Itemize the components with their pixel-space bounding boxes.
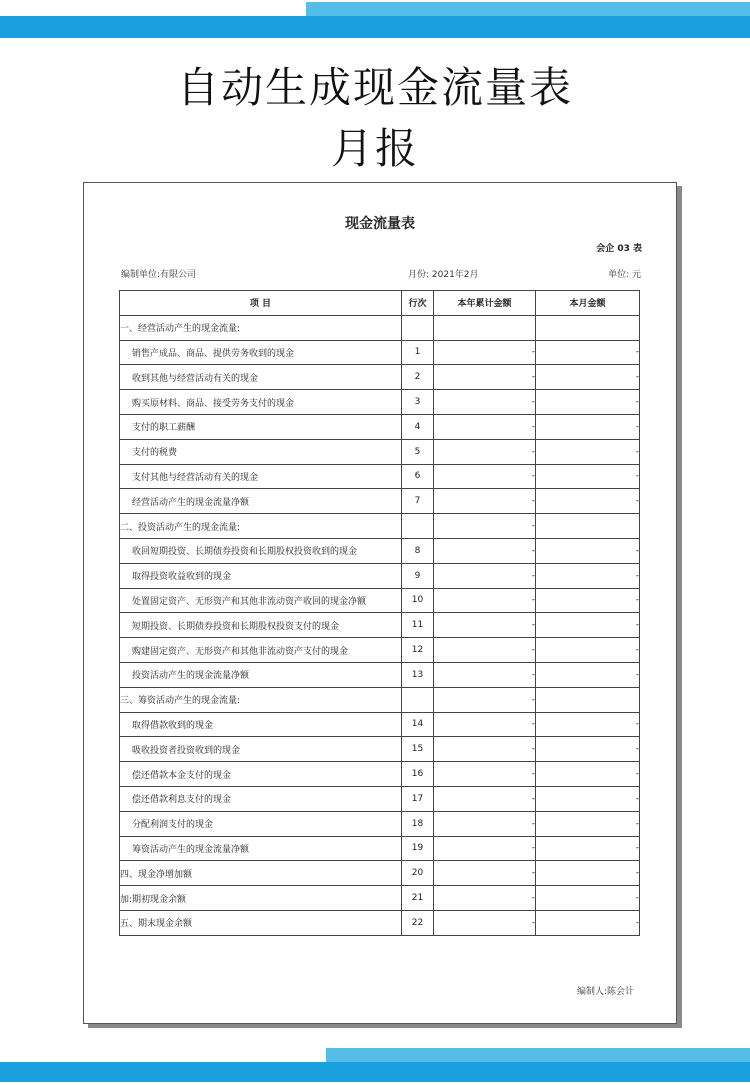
row-month-amount: - — [536, 737, 640, 762]
row-month-amount: - — [536, 638, 640, 663]
table-row — [120, 638, 640, 663]
row-item-label: 筹资活动产生的现金流量净额 — [120, 836, 402, 861]
row-month-amount: - — [536, 414, 640, 439]
table-header-row — [120, 291, 640, 316]
period-label: 月份: 2021年2月 — [408, 270, 479, 280]
row-ytd-amount: - — [434, 886, 536, 911]
hero-title: 自动生成现金流量表 — [176, 63, 573, 112]
row-line-no — [402, 514, 434, 539]
row-item-label: 收到其他与经营活动有关的现金 — [120, 365, 402, 390]
row-month-amount: - — [536, 365, 640, 390]
row-ytd-amount: - — [434, 514, 536, 539]
row-line-no: 4 — [402, 414, 434, 439]
table-row — [120, 861, 640, 886]
row-item-label: 加:期初现金余额 — [120, 886, 402, 911]
row-ytd-amount: - — [434, 489, 536, 514]
row-month-amount — [536, 687, 640, 712]
header-ytd-amount: 本年累计金额 — [434, 291, 536, 316]
row-ytd-amount: - — [434, 538, 536, 563]
row-line-no: 20 — [402, 861, 434, 886]
row-line-no: 12 — [402, 638, 434, 663]
table-row — [120, 563, 640, 588]
row-item-label: 二、投资活动产生的现金流量: — [120, 514, 402, 539]
row-line-no — [402, 687, 434, 712]
row-line-no: 3 — [402, 390, 434, 415]
row-item-label: 偿还借款本金支付的现金 — [120, 762, 402, 787]
table-row — [120, 613, 640, 638]
row-line-no: 15 — [402, 737, 434, 762]
row-line-no: 19 — [402, 836, 434, 861]
row-ytd-amount: - — [434, 662, 536, 687]
table-row — [120, 811, 640, 836]
row-item-label: 短期投资、长期债券投资和长期股权投资支付的现金 — [120, 613, 402, 638]
table-row — [120, 340, 640, 365]
row-item-label: 偿还借款利息支付的现金 — [120, 786, 402, 811]
row-line-no: 9 — [402, 563, 434, 588]
bottom-band — [0, 1062, 750, 1082]
row-ytd-amount: - — [434, 563, 536, 588]
row-item-label: 四、现金净增加额 — [120, 861, 402, 886]
row-month-amount — [536, 514, 640, 539]
row-month-amount: - — [536, 613, 640, 638]
row-item-label: 取得投资收益收到的现金 — [120, 563, 402, 588]
organization-label: 编制单位:有限公司 — [121, 270, 197, 280]
table-row — [120, 712, 640, 737]
row-ytd-amount — [434, 315, 536, 340]
table-row — [120, 662, 640, 687]
row-month-amount: - — [536, 464, 640, 489]
row-ytd-amount: - — [434, 712, 536, 737]
row-line-no: 18 — [402, 811, 434, 836]
row-line-no: 22 — [402, 910, 434, 935]
row-line-no: 17 — [402, 786, 434, 811]
table-row — [120, 414, 640, 439]
table-row — [120, 439, 640, 464]
row-month-amount: - — [536, 762, 640, 787]
row-line-no: 7 — [402, 489, 434, 514]
table-row — [120, 588, 640, 613]
header-item: 项 目 — [120, 291, 402, 316]
table-row — [120, 315, 640, 340]
row-month-amount: - — [536, 836, 640, 861]
row-month-amount: - — [536, 861, 640, 886]
row-line-no: 16 — [402, 762, 434, 787]
row-line-no: 10 — [402, 588, 434, 613]
row-ytd-amount: - — [434, 638, 536, 663]
row-ytd-amount: - — [434, 365, 536, 390]
row-line-no: 6 — [402, 464, 434, 489]
table-row — [120, 737, 640, 762]
row-line-no: 13 — [402, 662, 434, 687]
cash-flow-table — [119, 290, 640, 936]
row-month-amount: - — [536, 538, 640, 563]
row-line-no: 11 — [402, 613, 434, 638]
row-ytd-amount: - — [434, 414, 536, 439]
row-ytd-amount: - — [434, 836, 536, 861]
document-title: 现金流量表 — [345, 216, 415, 232]
hero-subtitle: 月报 — [330, 124, 419, 173]
header-month-amount: 本月金额 — [536, 291, 640, 316]
row-item-label: 分配利润支付的现金 — [120, 811, 402, 836]
row-line-no: 1 — [402, 340, 434, 365]
row-month-amount: - — [536, 439, 640, 464]
row-month-amount: - — [536, 662, 640, 687]
row-line-no: 21 — [402, 886, 434, 911]
preparer-label: 编制人:陈会计 — [576, 987, 634, 997]
row-ytd-amount: - — [434, 340, 536, 365]
row-item-label: 购建固定资产、无形资产和其他非流动资产支付的现金 — [120, 638, 402, 663]
table-row — [120, 365, 640, 390]
row-ytd-amount: - — [434, 464, 536, 489]
row-month-amount: - — [536, 340, 640, 365]
cash-flow-sheet — [83, 182, 677, 1024]
table-row — [120, 762, 640, 787]
row-item-label: 取得借款收到的现金 — [120, 712, 402, 737]
table-row — [120, 687, 640, 712]
row-month-amount: - — [536, 886, 640, 911]
row-month-amount: - — [536, 390, 640, 415]
row-ytd-amount: - — [434, 786, 536, 811]
row-item-label: 五、期末现金余额 — [120, 910, 402, 935]
row-month-amount: - — [536, 910, 640, 935]
row-ytd-amount: - — [434, 737, 536, 762]
row-item-label: 一、经营活动产生的现金流量: — [120, 315, 402, 340]
form-number: 会企 03 表 — [596, 244, 642, 254]
row-item-label: 购买原材料、商品、接受劳务支付的现金 — [120, 390, 402, 415]
row-line-no: 2 — [402, 365, 434, 390]
table-row — [120, 514, 640, 539]
row-month-amount: - — [536, 786, 640, 811]
table-row — [120, 786, 640, 811]
row-month-amount — [536, 315, 640, 340]
row-line-no: 14 — [402, 712, 434, 737]
top-band — [0, 16, 750, 38]
row-month-amount: - — [536, 489, 640, 514]
row-item-label: 处置固定资产、无形资产和其他非流动资产收回的现金净额 — [120, 588, 402, 613]
row-month-amount: - — [536, 712, 640, 737]
table-row — [120, 489, 640, 514]
row-ytd-amount: - — [434, 861, 536, 886]
row-month-amount: - — [536, 588, 640, 613]
row-item-label: 三、筹资活动产生的现金流量: — [120, 687, 402, 712]
row-line-no — [402, 315, 434, 340]
table-row — [120, 910, 640, 935]
row-item-label: 销售产成品、商品、提供劳务收到的现金 — [120, 340, 402, 365]
row-item-label: 支付其他与经营活动有关的现金 — [120, 464, 402, 489]
row-ytd-amount: - — [434, 613, 536, 638]
row-item-label: 支付的税费 — [120, 439, 402, 464]
header-line-no: 行次 — [402, 291, 434, 316]
row-ytd-amount: - — [434, 588, 536, 613]
row-line-no: 8 — [402, 538, 434, 563]
row-ytd-amount: - — [434, 910, 536, 935]
row-item-label: 经营活动产生的现金流量净额 — [120, 489, 402, 514]
row-month-amount: - — [536, 811, 640, 836]
row-item-label: 投资活动产生的现金流量净额 — [120, 662, 402, 687]
table-row — [120, 464, 640, 489]
table-row — [120, 538, 640, 563]
row-ytd-amount: - — [434, 390, 536, 415]
table-row — [120, 836, 640, 861]
table-row — [120, 390, 640, 415]
row-ytd-amount: - — [434, 687, 536, 712]
row-ytd-amount: - — [434, 762, 536, 787]
row-ytd-amount: - — [434, 439, 536, 464]
row-line-no: 5 — [402, 439, 434, 464]
row-month-amount: - — [536, 563, 640, 588]
currency-unit-label: 单位: 元 — [608, 270, 641, 280]
table-row — [120, 886, 640, 911]
row-item-label: 吸收投资者投资收到的现金 — [120, 737, 402, 762]
row-item-label: 支付的职工薪酬 — [120, 414, 402, 439]
row-ytd-amount: - — [434, 811, 536, 836]
row-item-label: 收回短期投资、长期债券投资和长期股权投资收到的现金 — [120, 538, 402, 563]
